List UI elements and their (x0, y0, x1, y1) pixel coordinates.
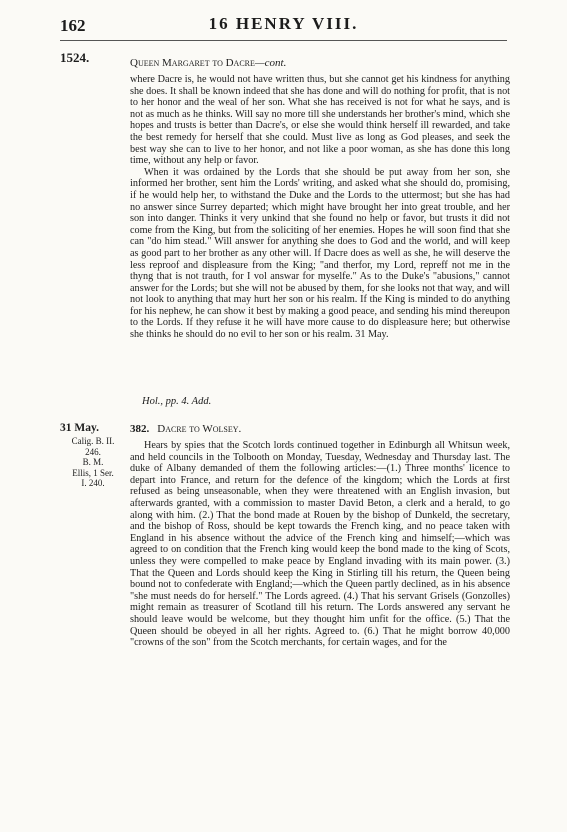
entry-body (130, 440, 510, 649)
letter-body (130, 74, 510, 341)
letter-title (130, 57, 286, 69)
manuscript-ref: I. 240. (81, 478, 105, 488)
letter-title-cont: —cont. (254, 57, 287, 69)
entry-heading (130, 423, 241, 435)
header-rule (60, 40, 507, 41)
letter-title-text: Queen Margaret to Dacre (130, 57, 255, 69)
entry-number: 382. (130, 423, 150, 435)
manuscript-references (68, 436, 118, 489)
entry-paragraph: Hears by spies that the Scotch lords continued together in Edinburgh all Whitsun week, and held councils in the Tolbooth on Monday, Tuesday, Wednesday and Thursday last. The duke of Albany demanded of them the following articles:—(1.) Three months' licence to depart into France, and return for the defence of the kingdom; which the Lords at first refused as being unseasonable, when they were threatened with an English invasion, but afterwards granted, with a commission to master David Beton, a clerk and a herald, to go along with him. (2.) That the bond made at Rouen by the bishop of Dunkeld, the secretary, and the bishop of Ross, should be kept towards the French king, and no peace taken with England in his absence without the advice of the French king and himself;—which was agreed to on condition that the French king would keep the bond made to the king of Scots, unless they were compelled to make peace by England invading with its main power. (3.) That the Queen and Lords should keep the King in Stirling till his return, the Queen being bound not to confederate with England;—which the Queen partly declined, as in his absence "she must needs do for herself." The Lords agreed. (4.) That his servant Grisels (Gonzolles) might remain as treasurer of Scotland till his return. The Lords answered any servant he should leave would be welcome, but they thought him unfit for the office. (5.) That the Queen should be obeyed in all her rights. Agreed to. (6.) That he might borrow 40,000 "crowns of the son" from the Scotch merchants, for certain wages, and for the (130, 440, 510, 649)
letter-paragraph: where Dacre is, he would not have written thus, but she cannot get his kindness for anything she does. It shall be known indeed that she has done and will do nothing for profit, that is not to her honor and the weal of her son. What she has received is not for what he says, and is not as much as he thinks. Will say no more till she understands her brother's mind, which she hopes and trusts is better than Dacre's, or else she would think herself ill rewarded, and take the best remedy for herself that she could. Must live as long as God pleases, and seek the best way she can to live to her honor, and not like a poor woman, as she has done this long time, without any help or favor. (130, 74, 510, 167)
manuscript-ref: B. M. (82, 457, 104, 467)
letter-paragraph: When it was ordained by the Lords that she should be put away from her son, she informed her brother, sent him the Lords' writing, and asked what she should do, promising, if he would help her, to withstand the Duke and the Lords to the uttermost; but she has had no answer since Surrey departed; which might have brought her into great trouble, and her son into danger. Thinks it very unkind that she found no help or favor, but trusts it did not come from the King, but from the soliciting of her enemies. Hopes he will soon find that she can "do him stead." Will answer for anything she does to God and the world, and will keep as good part to her brother as any other will. If Dacre does as well as she, he will deserve the less reproof and displeasure from the King; "and therfor, my Lord, repreff not me in the thyng that is not trauth, for I vol answar for myselfe." As to the Duke's "abusions," cannot answer for the Lords; but she will not be abused by them, for she looks not that way, and will not look to anything that may hurt her son or his realm. If the King is minded to do anything for his nephew, he can show it best by making a good peace, and sending his mind thereupon to the Lords. If they refuse it he will have more cause to do displeasure here; but otherwise she thinks he should do no evil to her son or his realm. 31 May. (130, 166, 510, 341)
manuscript-ref: Calig. B. II. (71, 436, 115, 446)
page-number: 162 (60, 16, 86, 35)
entry-date: 31 May. (60, 422, 99, 434)
citation: Hol., pp. 4. Add. (142, 396, 212, 407)
manuscript-ref: Ellis, 1 Ser. (72, 467, 114, 478)
manuscript-ref: 246. (85, 446, 101, 457)
running-title: 16 HENRY VIII. (208, 14, 359, 33)
year-marker: 1524. (60, 50, 90, 65)
entry-title: Dacre to Wolsey. (157, 423, 242, 435)
